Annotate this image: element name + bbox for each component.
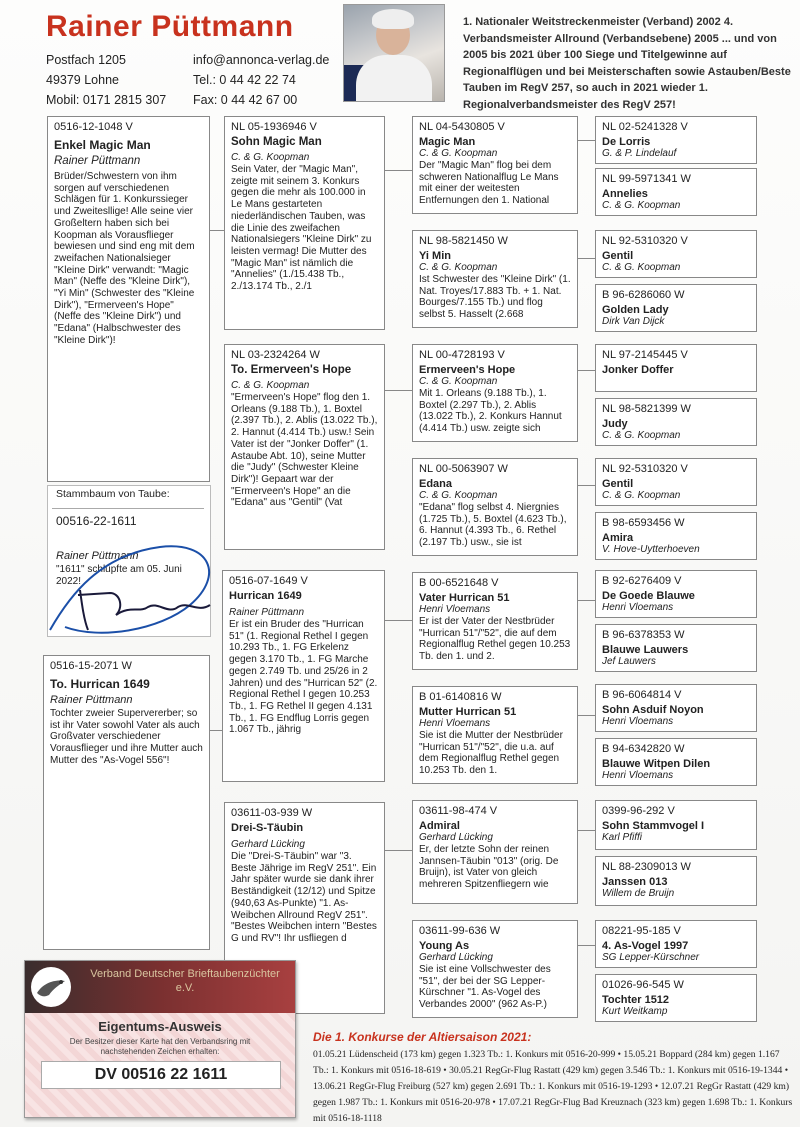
pigeon-name: Magic Man	[419, 136, 476, 148]
owner: Rainer Püttmann	[229, 607, 305, 618]
pigeon-name: Blauwe Witpen Dilen	[602, 758, 711, 770]
owner: C. & G. Koopman	[602, 430, 681, 441]
ring-number: NL 98-5821450 W	[419, 235, 508, 247]
owner: C. & G. Koopman	[419, 376, 498, 387]
description: Brüder/Schwestern von ihm sorgen auf verschiedenen Schlägen für 1. Konkurssieger und Zweitesllige! Alle seine vier Großeltern haben sich bei Koopman als Vorausflieger bewiesen und sind eng mit dem zweifachen Nationalsieger "Kleine Dirk" verwandt: "Magic Man" (Neffe des "Kleine Dirk"), "Yi Min" (Schwester des "Kleine Dirk"), "Ermerveen's Hope" (Neffe des "Kleine Dirk") und "Edana" (Halbschwester des "Kleine Dirk")!	[54, 171, 195, 346]
great-grandparent-2	[412, 230, 578, 328]
owner: Karl Pfiffi	[602, 832, 643, 843]
owner: Henri Vloemans	[419, 604, 491, 615]
pigeon-name: De Lorris	[602, 136, 651, 148]
parent-father	[47, 116, 210, 482]
stammbaum-ring: 00516-22-1611	[56, 514, 137, 528]
pigeon-name: Vater Hurrican 51	[419, 592, 510, 604]
stammbaum-owner: Rainer Püttmann	[56, 550, 139, 562]
email: info@annonca-verlag.de	[193, 53, 330, 67]
pigeon-logo-icon	[31, 967, 71, 1007]
ring-number: B 94-6342820 W	[602, 743, 685, 755]
pigeon-name: Judy	[602, 418, 628, 430]
ancestor-7	[595, 458, 757, 506]
achievements: 1. Nationaler Weitstreckenmeister (Verband) 2002 4. Verbandsmeister Allround (Verbandsebene) 2005 ... und von 2005 bis 2021 über 100 Siege und Titelgewinne auf Regionalflügen und bei Meisterschaften sowie Astauben/Beste Tauben im RegV 257, so auch in 2021 wieder 1. Regionalverbandsmeister des RegV 257!	[463, 16, 791, 111]
pigeon-name: Ermerveen's Hope	[419, 364, 516, 376]
pigeon-name: To. Hurrican 1649	[50, 677, 150, 691]
card-org: Verband Deutscher Brieftaubenzüchter e.V.	[90, 968, 280, 994]
owner: Kurt Weitkamp	[602, 1006, 668, 1017]
description: Er ist ein Bruder des "Hurrican 51" (1. Regional Rethel I gegen 10.293 Tb., 1. FG Erkelenz gegen 3.170 Tb., 1. FG Marche gegen 2.749 Tb. und 25/26 in 2 Jahren) und des "Hurrican 52" (2. Regional Rethel I gegen 10.253 Tb., 1. FG Rethel II gegen 4.131 Tb., 1. FG Endflug Lorris gegen 1.067 Tb., jährig	[229, 619, 378, 736]
pigeon-name: Gentil	[602, 250, 634, 262]
great-grandparent-4	[412, 458, 578, 556]
ring-number: NL 05-1936946 V	[231, 121, 317, 133]
great-grandparent-7	[412, 800, 578, 904]
ancestor-13	[595, 800, 757, 850]
card-subtitle: Der Besitzer dieser Karte hat den Verbandsring mit nachstehenden Zeichen erhalten:	[69, 1037, 251, 1056]
pigeon-name: Golden Lady	[602, 304, 669, 316]
ancestor-3	[595, 230, 757, 278]
stammbaum-label: Stammbaum von Taube:	[56, 488, 170, 500]
ancestor-12	[595, 738, 757, 786]
ancestor-11	[595, 684, 757, 732]
ring-number: B 96-6064814 V	[602, 689, 682, 701]
ancestor-8	[595, 512, 757, 560]
city: 49379 Lohne	[46, 73, 119, 87]
breeder-photo	[343, 4, 445, 102]
pigeon-name: 4. As-Vogel 1997	[602, 940, 689, 952]
ring-number: B 01-6140816 W	[419, 691, 502, 703]
great-grandparent-8	[412, 920, 578, 1018]
ring-number: B 00-6521648 V	[419, 577, 499, 589]
owner: Jef Lauwers	[602, 656, 656, 667]
ring-number: NL 02-5241328 V	[602, 121, 688, 133]
owner: Willem de Bruijn	[602, 888, 675, 899]
great-grandparent-1	[412, 116, 578, 214]
ring-number: NL 97-2145445 V	[602, 349, 688, 361]
description: Sein Vater, der "Magic Man", zeigte mit seinem 3. Konkurs gegen die mehr als 100.000 in Le Mans gestarteten niederländischen Tauben, was die Linie des zweifachen Nationalsiegers "Kleine Dirk" zu leisten vermag! Die Mutter des "Magic Man" ist nämlich die "Annelies" (1./15.438 Tb., 2./13.174 Tb., 2./1	[231, 164, 372, 293]
results-title: Die 1. Konkurse der Altiersaison 2021:	[313, 1030, 532, 1044]
ancestor-16	[595, 974, 757, 1022]
ring-number: 08221-95-185 V	[602, 925, 681, 937]
pigeon-name: Tochter 1512	[602, 994, 670, 1006]
ring-number: B 98-6593456 W	[602, 517, 685, 529]
pigeon-name: To. Ermerveen's Hope	[231, 364, 352, 376]
telephone: Tel.: 0 44 42 22 74	[193, 73, 296, 87]
ring-number: 03611-03-939 W	[231, 807, 313, 819]
ownership-card	[24, 960, 296, 1118]
postfach: Postfach 1205	[46, 53, 126, 67]
pigeon-name: Yi Min	[419, 250, 451, 262]
owner: SG Lepper-Kürschner	[602, 952, 700, 963]
card-title: Eigentums-Ausweis	[98, 1019, 222, 1034]
pigeon-name: Hurrican 1649	[229, 590, 302, 602]
ancestor-9	[595, 570, 757, 618]
stammbaum-text: "1611" schlüpfte am 05. Juni 2022!	[56, 564, 182, 587]
ring-number: NL 98-5821399 W	[602, 403, 691, 415]
ancestor-14	[595, 856, 757, 906]
description: Sie ist eine Vollschwester des "51", der bei der SG Lepper-Kürschner "1. As-Vogel des Verbandes 2000" (962 As-P.)	[419, 964, 551, 1011]
owner: Gerhard Lücking	[419, 832, 493, 843]
owner: C. & G. Koopman	[231, 380, 310, 391]
ring-number: NL 92-5310320 V	[602, 463, 688, 475]
great-grandparent-5	[412, 572, 578, 670]
ring-number: NL 04-5430805 V	[419, 121, 505, 133]
description: Er ist der Vater der Nestbrüder "Hurrican 51"/"52", die auf dem Regionalflug Rethel gegen 10.253 Tb. den 1. und 2.	[419, 616, 571, 663]
ring-number: B 92-6276409 V	[602, 575, 682, 587]
owner: Gerhard Lücking	[231, 839, 305, 850]
mobile: Mobil: 0171 2815 307	[46, 93, 167, 107]
great-grandparent-3	[412, 344, 578, 442]
owner: C. & G. Koopman	[231, 152, 310, 163]
pigeon-name: Sohn Magic Man	[231, 136, 322, 148]
owner: Rainer Püttmann	[50, 694, 133, 706]
owner: C. & G. Koopman	[419, 490, 498, 501]
ring-number: NL 03-2324264 W	[231, 349, 320, 361]
owner: C. & G. Koopman	[419, 262, 498, 273]
pigeon-name: Admiral	[419, 820, 460, 832]
owner: Gerhard Lücking	[419, 952, 493, 963]
owner: V. Hove-Uytterhoeven	[602, 544, 700, 555]
ring-number: 0516-12-1048 V	[54, 121, 133, 133]
ancestor-4	[595, 284, 757, 332]
owner: Henri Vloemans	[419, 718, 491, 729]
description: Ist Schwester des "Kleine Dirk" (1. Nat. Troyes/17.883 Tb. + 1. Nat. Bourges/7.155 Tb.) und flog selbst 5. Hasselt (2.668	[419, 274, 571, 321]
grandparent-2	[224, 344, 385, 550]
signature	[40, 535, 230, 645]
pigeon-name: Sohn Asduif Noyon	[602, 704, 704, 716]
owner: C. & G. Koopman	[602, 262, 681, 273]
pigeon-name: Jonker Doffer	[602, 364, 674, 376]
contact-block	[193, 50, 329, 110]
ring-number: B 96-6286060 W	[602, 289, 685, 301]
owner: Rainer Püttmann	[54, 155, 141, 167]
pigeon-name: Annelies	[602, 188, 648, 200]
ring-number: 03611-98-474 V	[419, 805, 498, 817]
owner: Henri Vloemans	[602, 770, 674, 781]
ancestor-5	[595, 344, 757, 392]
pigeon-name: Mutter Hurrican 51	[419, 706, 517, 718]
ring-number: 0399-96-292 V	[602, 805, 675, 817]
pigeon-name: Young As	[419, 940, 470, 952]
pigeon-name: Blauwe Lauwers	[602, 644, 689, 656]
ring-number: NL 92-5310320 V	[602, 235, 688, 247]
pigeon-name: Janssen 013	[602, 876, 668, 888]
address-block	[46, 50, 166, 110]
pigeon-name: Amira	[602, 532, 634, 544]
card-ring-number: DV 00516 22 1611	[41, 1061, 281, 1089]
ring-number: 01026-96-545 W	[602, 979, 684, 991]
owner: Henri Vloemans	[602, 716, 674, 727]
pigeon-name: Edana	[419, 478, 453, 490]
ring-number: B 96-6378353 W	[602, 629, 685, 641]
description: "Edana" flog selbst 4. Niergnies (1.725 Tb.), 5. Boxtel (4.623 Tb.), 6. Hannut (4.393 Tb., 6. Rethel (2.197 Tb.) usw., sie ist	[419, 502, 567, 549]
pigeon-name: Sohn Stammvogel I	[602, 820, 705, 832]
owner: Henri Vloemans	[602, 602, 674, 613]
owner: Dirk Van Dijck	[602, 316, 665, 327]
fax: Fax: 0 44 42 67 00	[193, 93, 298, 107]
grandparent-1	[224, 116, 385, 330]
great-grandparent-6	[412, 686, 578, 784]
ancestor-2	[595, 168, 757, 216]
description: "Ermerveen's Hope" flog den 1. Orleans (9.188 Tb.), 1. Boxtel (2.397 Tb.), 2. Ablis (13.022 Tb.), 2. Hannut (4.414 Tb.) usw.! Sein Vater ist der "Jonker Doffer" (1. Astaube Abt. 10), seine Mutter die "Judy" (Schwester Kleine Dirk")! Gepaart war der "Ermerveen's Hope" an die "Edana" aus "Gentil" (Vat	[231, 392, 378, 509]
pigeon-name: Drei-S-Täubin	[231, 822, 304, 834]
parent-mother	[43, 655, 210, 950]
breeder-name: Rainer Püttmann	[46, 10, 294, 43]
ring-number: NL 00-4728193 V	[419, 349, 505, 361]
ring-number: NL 00-5063907 W	[419, 463, 508, 475]
owner: C. & G. Koopman	[419, 148, 498, 159]
pigeon-name: De Goede Blauwe	[602, 590, 695, 602]
ring-number: NL 88-2309013 W	[602, 861, 691, 873]
description: Tochter zweier Supervererber; so ist ihr Vater sowohl Vater als auch Großvater verschiedener Vorausflieger und ihre Mutter auch Mutter des "As-Vogel 556"!	[50, 708, 203, 766]
description: Mit 1. Orleans (9.188 Tb.), 1. Boxtel (2.297 Tb.), 2. Ablis (13.022 Tb.), 2. Konkurs Hannut (4.414 Tb.) usw. zeigte sich	[419, 388, 562, 435]
owner: C. & G. Koopman	[602, 200, 681, 211]
ancestor-1	[595, 116, 757, 164]
ring-number: 0516-15-2071 W	[50, 660, 132, 672]
description: Die "Drei-S-Täubin" war "3. Beste Jährige im RegV 251". Ein Jahr später wurde sie dank ihrer Beständigkeit (12/12) und Spitze (940,63 As-Punkte) "1. As-Weibchen Allround RegV 251". "Bestes Weibchen intern "Bestes G und RV"! Ihr usfliegen d	[231, 851, 377, 944]
description: Der "Magic Man" flog bei dem schweren Nationalflug Le Mans mit einer der weitesten Entfernungen den 1. National	[419, 160, 559, 207]
pigeon-name: Enkel Magic Man	[54, 138, 151, 152]
ring-number: 0516-07-1649 V	[229, 575, 308, 587]
description: Er, der letzte Sohn der reinen Jannsen-Täubin "013" (orig. De Bruijn), ist Vater von gleich mehreren Spitzenfliegern wie	[419, 844, 559, 891]
ring-number: NL 99-5971341 W	[602, 173, 691, 185]
ring-number: 03611-99-636 W	[419, 925, 501, 937]
results-text: 01.05.21 Lüdenscheid (173 km) gegen 1.323 Tb.: 1. Konkurs mit 0516-20-999 • 15.05.21 Boppard (284 km) gegen 1.167 Tb.: 1. Konkurs mit 0516-18-619 • 30.05.21 RegGr-Flug Rastatt (429 km) gegen 3.546 Tb.: 1. Konkurs mit 0516-19-1344 • 13.06.21 RegGr-Flug Freiburg (527 km) gegen 2.691 Tb.: 1. Konkurs mit 0516-19-1293 • 12.07.21 RegGr Rastatt (429 km) gegen 1.987 Tb.: 1. Konkurs mit 0516-20-978 • 17.07.21 RegGr-Flug Bad Kreuznach (323 km) gegen 1.698 Tb.: 1. Konkurs mit 0516-18-1118	[313, 1049, 793, 1124]
description: Sie ist die Mutter der Nestbrüder "Hurrican 51"/"52", die u.a. auf dem Regionalflug Rethel gegen 10.253 Tb. den 1.	[419, 730, 563, 777]
grandparent-3	[222, 570, 385, 782]
owner: G. & P. Lindelauf	[602, 148, 677, 159]
owner: C. & G. Koopman	[602, 490, 681, 501]
ancestor-6	[595, 398, 757, 446]
pigeon-name: Gentil	[602, 478, 634, 490]
ancestor-10	[595, 624, 757, 672]
ancestor-15	[595, 920, 757, 968]
